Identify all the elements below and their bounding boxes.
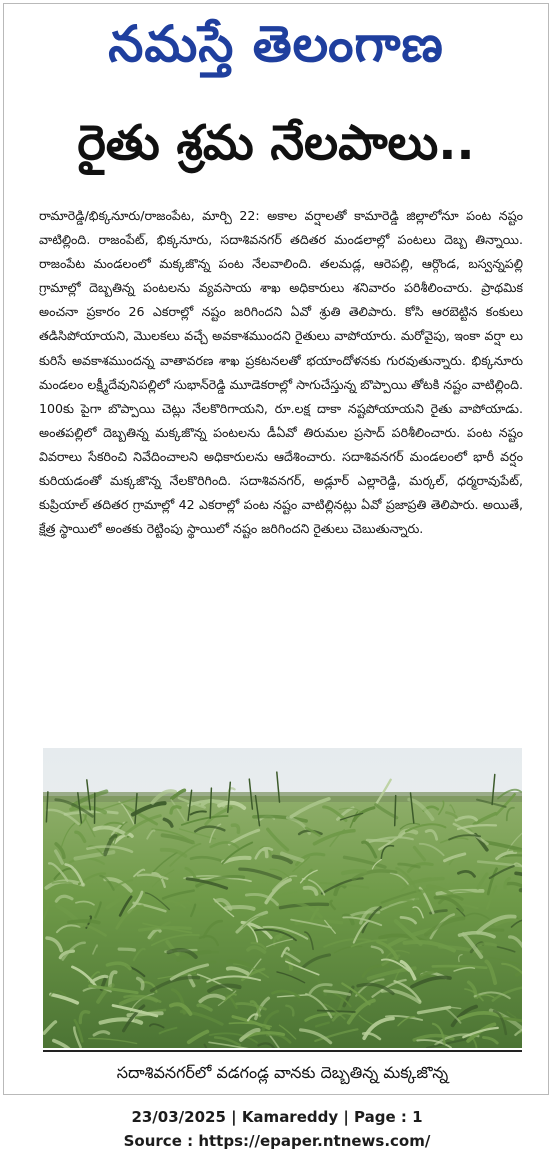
maize-leaf [119,949,134,950]
maize-leaf [69,921,99,923]
edition-meta: 23/03/2025 | Kamareddy | Page : 1 [131,1108,423,1126]
newspaper-masthead: నమస్తే తెలంగాణ [108,15,444,73]
article-body: రామారెడ్డి/భిక్కనూరు/రాజంపేట, మార్చి 22: అకాల వర్షాలతో కామారెడ్డి జిల్లాలోనూ పంట నష్టం వాటిల్లింది. రాజంపేట్, భిక్కనూరు, సదాశివనగర్ తదితర మండలాల్లో పంటలు దెబ్బ తిన్నాయి. రాజంపేట మండలంలో మక్కజొన్న పంట నేలవాలింది. తలమడ్ల, ఆరెపల్లి, ఆర్గొండ, బస్వన్నపల్లి గ్రామాల్లో దెబ్బతిన్న పంటలను వ్యవసాయ శాఖ అధికారులు శనివారం పరిశీలించారు. ప్రాథమిక అంచనా ప్రకారం 26 ఎకరాల్లో నష్టం జరిగిందని ఏవో శ్రుతి తెలిపారు. కోసి ఆరబెట్టిన కంకులు తడిసిపోయాయని, మొలకలు వచ్చే అవకాశముందని రైతులు వాపోయారు. మరోవైపు, ఇంకా వర్షా లు కురిసే అవకాశముందన్న వాతావరణ శాఖ ప్రకటనలతో భయాందోళనకు గురవుతున్నారు. భిక్కనూరు మండలం లక్ష్మీదేవునిపల్లిలో సుభాన్‌రెడ్డి మూడెకరాల్లో సాగుచేస్తున్న బొప్పాయి తోటకి నష్టం వాటిల్లింది. 100కు పైగా బొప్పాయి చెట్లు నేలకొరిగాయని, రూ.లక్ష దాకా నష్టపోయాయని రైతు వాపోయాడు. అంతపల్లిలో దెబ్బతిన్న మక్కజొన్న పంటలను డీఏవో తిరుమల ప్రసాద్ పరిశీలించారు. పంట నష్టం వివరాలు సేకరించి నివేదించాలని అధికారులను ఆదేశించారు. సదాశివనగర్ మండలంలో భారీ వర్షం కురియడంతో మక్కజొన్న నేలకొరిగింది. సదాశివనగర్, అడ్లూర్ ఎల్లారెడ్డి, మర్కల్, ధర్మరావుపేట్, కుప్రియాల్ తదితర గ్రామాల్లో 42 ఎకరాల్లో పంట నష్టం వాటిల్లినట్లు ఏవో ప్రజాప్రతి తెలిపారు. అయితే, క్షేత్ర స్థాయిలో అంతకు రెట్టింపు స్థాయిలో నష్టం జరిగిందని రైతులు చెబుతున్నారు. [39,208,523,537]
standing-stalk [395,796,396,826]
maize-leaf [343,871,365,873]
clipping-frame [3,3,549,1095]
maize-field-image [43,748,522,1048]
maize-leaf [478,944,496,946]
article-headline: రైతు శ్రమ నేలపాలు.. [77,115,475,171]
crop-damage-photo [43,748,522,1048]
source-link[interactable]: Source : https://epaper.ntnews.com/ [123,1132,431,1150]
photo-caption: సదాశివనగర్‌లో వడగండ్ల వానకు దెబ్బతిన్న మక్కజొన్న [43,1050,522,1092]
